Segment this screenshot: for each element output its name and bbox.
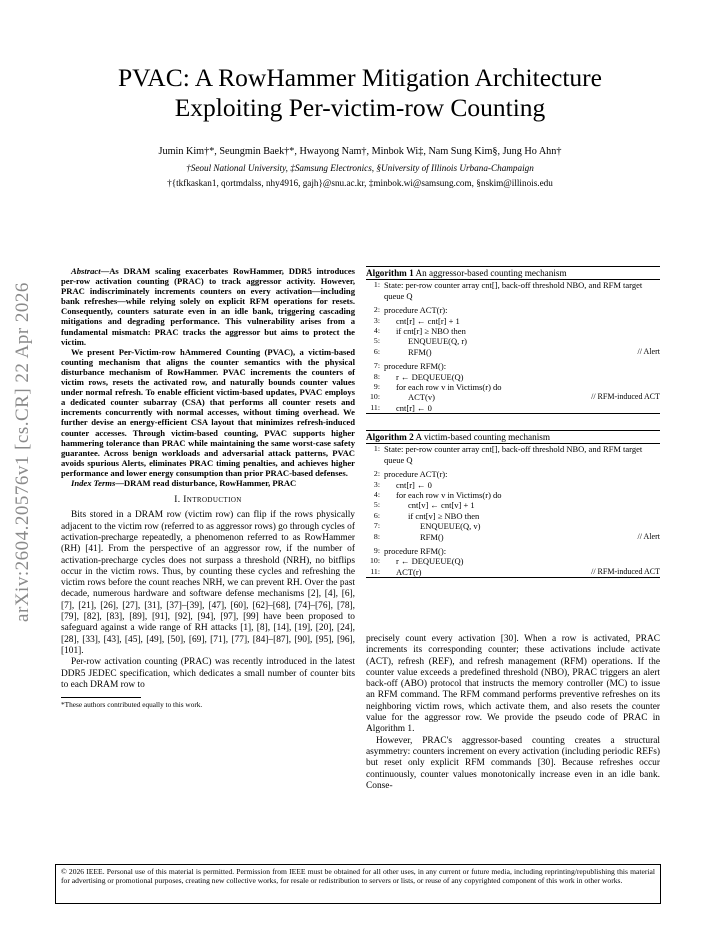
algorithm-2 [366,430,660,578]
algorithm-line [366,392,660,402]
algorithm-2-lines [366,444,660,577]
right-column [366,634,660,792]
intro-paragraph-2: Per-row activation counting (PRAC) was recently introduced in the latest DDR5 JEDEC specification, which dedicates a small number of counter bits to each DRAM row to [61,657,355,690]
line-text: cnt[v] ← cnt[v] + 1 [408,500,475,511]
algorithm-line [366,469,660,479]
line-comment: // RFM-induced ACT [591,392,660,402]
line-text: ACT(r) [396,566,422,577]
line-number: 9: [373,546,380,556]
algorithm-line [366,480,660,490]
line-number: 1: [373,280,380,290]
line-text: procedure ACT(r): [384,469,448,480]
line-text: r ← DEQUEUE(Q) [396,371,464,382]
algorithm-line [366,511,660,521]
arxiv-stamp: arXiv:2604.20576v1 [cs.CR] 22 Apr 2026 [12,282,33,622]
copyright-notice: © 2026 IEEE. Personal use of this material is permitted. Permission from IEEE must be obtained for all other uses, in any current or future media, including reprinting/republishing this material for advertising or promotional purposes, creating new collective works, for resale or redistribution to servers or lists, or reuse of any copyrighted component of this work in other works. [55,864,661,904]
abstract [61,266,355,488]
line-comment: // Alert [637,346,660,356]
line-number: 6: [373,346,380,356]
algorithm-line [366,532,660,542]
algorithm-line [366,347,660,357]
left-column [61,266,355,709]
line-number: 4: [373,326,380,336]
algorithm-line [366,382,660,392]
line-comment: // RFM-induced ACT [591,566,660,576]
line-text: for each row v in Victims(r) do [396,382,502,393]
line-text: procedure RFM(): [384,546,447,557]
line-number: 2: [373,469,380,479]
line-text: cnt[r] ← 0 [396,402,432,413]
abstract-paragraph-1: —As DRAM scaling exacerbates RowHammer, DDR5 introduces per-row activation counting (PRAC) to track aggressor activity. However, PRAC indiscriminately increments counters on every activation—including bank refreshes—while relying solely on explicit RFM operations for resets. Consequently, counters saturate even in an idle bank, triggering cascading mitigations and degrading performance. This vulnerability arises from a fundamental mismatch: PRAC tracks the aggressor but aims to protect the victim. [61,266,355,347]
algorithm-line [366,305,660,315]
abstract-label: Abstract [71,266,101,276]
algorithm-line [366,403,660,413]
section-heading-introduction: I. Introduction [174,495,242,506]
line-number: 10: [370,556,380,566]
line-text: ACT(v) [408,392,435,403]
line-number: 11: [370,566,380,576]
line-text: State: per-row counter array cnt[], back-off threshold NBO, and RFM target queue Q [384,280,643,301]
algorithm-line [366,336,660,346]
author-emails: †{tkfkaskan1, qortmdalss, nhy4916, gajh}@snu.ac.kr, ‡minbok.wi@samsung.com, §nskim@illinois.edu [167,178,553,188]
algorithm-1-lines [366,280,660,413]
algorithm-line [366,280,660,301]
title-line-2: Exploiting Per-victim-row Counting [174,93,546,122]
line-text: for each row v in Victims(r) do [396,490,502,501]
title-line-1: PVAC: A RowHammer Mitigation Architecture [118,63,602,92]
line-text: RFM() [408,346,432,357]
line-number: 10: [370,392,380,402]
line-number: 11: [370,402,380,412]
algorithm-line [366,326,660,336]
algorithm-line [366,556,660,566]
algorithm-line [366,372,660,382]
line-number: 5: [373,500,380,510]
index-terms: —DRAM read disturbance, RowHammer, PRAC [115,477,297,488]
line-text: cnt[r] ← 0 [396,479,432,490]
line-text: cnt[r] ← cnt[r] + 1 [396,315,460,326]
line-text: r ← DEQUEUE(Q) [396,556,464,567]
line-number: 8: [373,371,380,381]
algorithm-line [366,500,660,510]
algorithm-line [366,521,660,531]
abstract-paragraph-2: We present Per-Victim-row hAmmered Counting (PVAC), a victim-based counting mechanism that aligns the counter semantics with the physical disturbance mechanism of RowHammer. PVAC increments the counters of victim rows, resets the activated row, and naturally bounds counter values under normal refresh. To enable efficient victim-based updates, PVAC employs a dedicated counter subarray (CSA) that performs all counter resets and increments concurrently with normal accesses, without timing overhead. We further devise an energy-efficient CSA layout that minimizes refresh-induced counter accesses. Through victim-based counting, PVAC supports higher hammering tolerance than PRAC while maintaining the same worst-case safety guarantee. Across benign workloads and adversarial attack patterns, PVAC avoids spurious Alerts, eliminates PRAC timing penalties, and achieves higher performance and lower energy consumption than prior PRAC-based defenses. [61,346,355,478]
line-number: 9: [373,382,380,392]
line-text: ENQUEUE(Q, r) [408,336,468,347]
algorithm-line [366,361,660,371]
algorithm-line [366,546,660,556]
line-text: ENQUEUE(Q, v) [420,521,481,532]
line-number: 6: [373,510,380,520]
line-number: 3: [373,479,380,489]
line-text: if cnt[v] ≥ NBO then [408,510,480,521]
introduction-body [61,510,355,691]
footnote: *These authors contributed equally to this work. [61,700,203,710]
line-number: 7: [373,361,380,371]
algorithm-line [366,567,660,577]
line-text: RFM() [420,531,444,542]
line-comment: // Alert [637,531,660,541]
intro-paragraph-1: Bits stored in a DRAM row (victim row) can flip if the rows physically adjacent to the victim row (referred to as aggressor rows) go through cycles of activation-precharge repeatedly, a phenomenon referred to as RowHammer (RH) [41]. From the perspective of an aggressor row, if the number of activation-precharge cycles does not surpass a threshold (NRH), no bitflips occur in the victim rows. Thus, by counting these cycles and refreshing the victim rows before the count reaches NRH, we can prevent RH. Over the past decade, numerous hardware and software defense mechanisms [2], [4], [6], [7], [21], [26], [27], [31], [37]–[39], [47], [60], [62]–[68], [74]–[76], [78], [79], [82], [83], [89], [91], [92], [94], [97], [99] have been proposed to safeguard against a wide range of RH attacks [1], [8], [14], [19], [20], [24], [28], [33], [43], [45], [49], [50], [69], [71], [77], [84]–[87], [90], [95], [96], [101]. [61,510,355,656]
line-text: State: per-row counter array cnt[], back-off threshold NBO, and RFM target queue Q [384,444,643,465]
index-terms-label: Index Terms [71,477,116,488]
line-text: procedure RFM(): [384,361,447,372]
paper-title [60,63,660,123]
line-number: 2: [373,305,380,315]
line-number: 5: [373,336,380,346]
algorithm-line [366,490,660,500]
line-text: procedure ACT(r): [384,305,448,316]
algorithm-1-caption: Algorithm 1 An aggressor-based counting mechanism [366,267,660,280]
line-number: 7: [373,521,380,531]
footnote-rule [61,697,141,698]
line-number: 4: [373,490,380,500]
line-number: 3: [373,315,380,325]
algorithm-1 [366,266,660,414]
algorithm-2-caption: Algorithm 2 A victim-based counting mechanism [366,431,660,444]
affiliations: †Seoul National University, ‡Samsung Electronics, §University of Illinois Urbana-Champaign [186,163,534,173]
line-number: 1: [373,444,380,454]
line-number: 8: [373,531,380,541]
algorithm-line [366,316,660,326]
algorithm-line [366,444,660,465]
right-paragraph-2: However, PRAC's aggressor-based counting creates a structural asymmetry: counters increment on every activation (including periodic REFs) but reset only explicit RFM commands [30]. Because refreshes occur continuously, counter values monotonically increase even in an idle bank. Conse- [366,735,660,791]
line-text: if cnt[r] ≥ NBO then [396,326,466,337]
author-list: Jumin Kim†*, Seungmin Baek†*, Hwayong Nam†, Minbok Wi‡, Nam Sung Kim§, Jung Ho Ahn† [158,146,562,157]
right-paragraph-1: precisely count every activation [30]. When a row is activated, PRAC increments its corresponding counter; these activations include activate (ACT), refresh (REF), and refresh management (RFM) operations. If the counter value exceeds a predefined threshold (NBO), PRAC triggers an alert back-off (ABO) protocol that instructs the memory controller (MC) to issue an RFM command. The RFM command performs preventive refreshes on its neighboring victim rows, which activate them, and also resets the counter value for the aggressor row. We provide the pseudo code of PRAC in Algorithm 1. [366,634,660,735]
